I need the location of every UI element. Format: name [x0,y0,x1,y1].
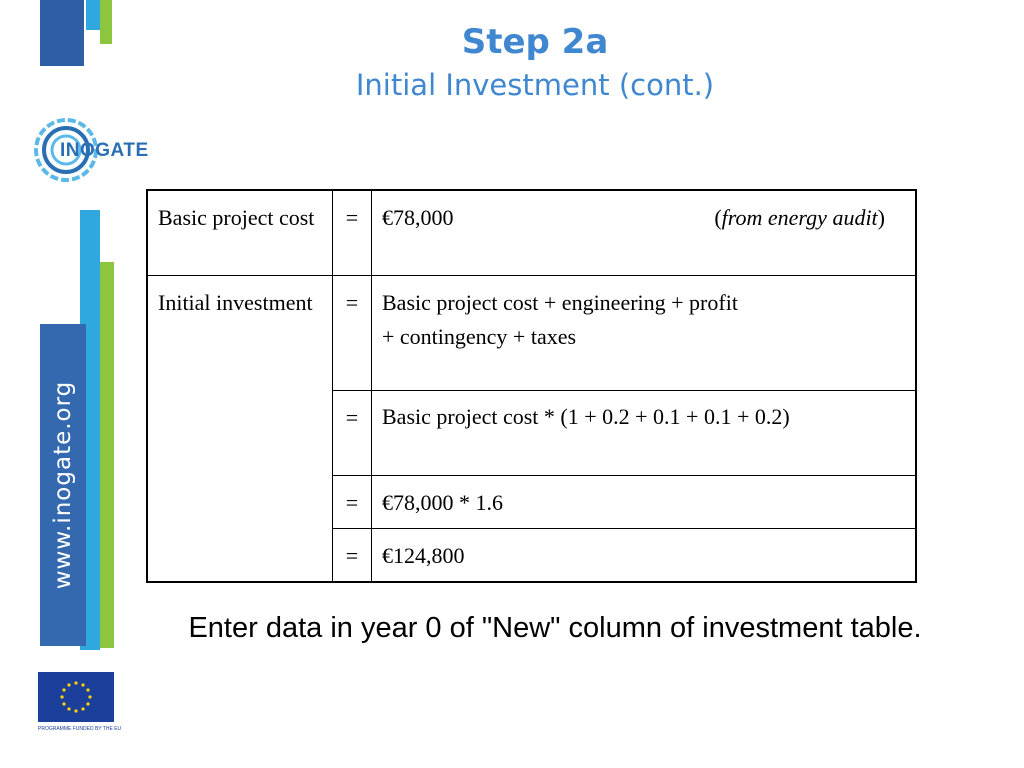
eu-flag-icon [38,672,114,722]
table-cell-equals: = [333,190,372,276]
table-cell-value: Basic project cost * (1 + 0.2 + 0.1 + 0.1 + 0.2) [372,391,917,476]
table-cell-equals: = [333,476,372,529]
table-cell-label: Basic project cost [147,190,333,276]
sidebar-bar-green-mid [100,262,114,648]
website-url[interactable]: www.inogate.org [50,380,76,590]
table-row [147,190,916,276]
table-cell-value: €78,000 * 1.6 [372,476,917,529]
note-text: from energy audit [721,205,878,230]
table-cell-value: €124,800 [372,529,917,583]
note-close-paren: ) [877,205,885,230]
table-row [147,276,916,391]
page-subtitle: Initial Investment (cont.) [355,68,715,102]
table-cell-equals: = [333,276,372,391]
table-cell-equals: = [333,391,372,476]
investment-table [146,189,917,583]
value-note [714,201,885,235]
note-open-paren: ( [714,205,722,230]
table-cell-value [372,276,917,391]
sidebar-bar-cyan-top [86,0,100,30]
value-line-1: Basic project cost + engineering + profit [382,290,738,315]
table-cell-equals: = [333,529,372,583]
page-title: Step 2a [461,22,609,62]
sidebar-bar-blue-top [40,0,84,66]
table-cell-label: Initial investment [147,276,333,583]
sidebar-bar-green-top [100,0,112,44]
inogate-logo-text: INOGATE [60,140,149,161]
value-text: €78,000 [382,205,454,230]
instruction-text: Enter data in year 0 of "New" column of investment table. [188,612,922,644]
value-line-2: + contingency + taxes [382,324,577,349]
table-cell-value [372,190,917,276]
eu-caption: PROGRAMME FUNDED BY THE EU [38,726,122,732]
